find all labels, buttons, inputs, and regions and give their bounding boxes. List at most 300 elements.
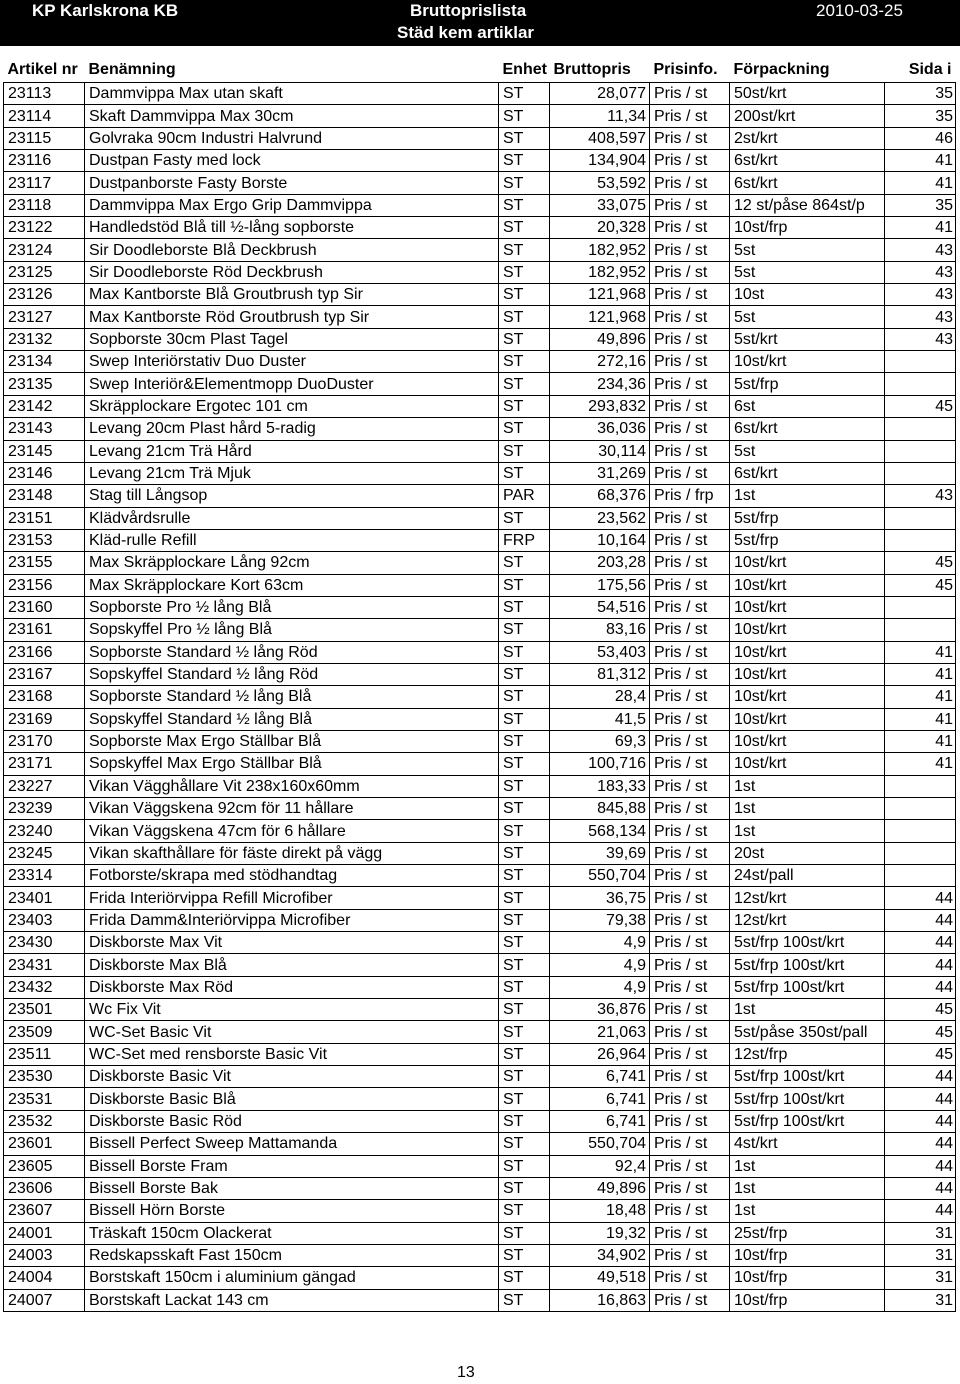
cell-gross-price: 6,741 bbox=[550, 1110, 650, 1132]
cell-product-name: Bissell Perfect Sweep Mattamanda bbox=[85, 1133, 499, 1155]
cell-product-name: Dustpan Fasty med lock bbox=[85, 150, 499, 172]
document-date: 2010-03-25 bbox=[816, 1, 903, 20]
cell-product-name: Sopskyffel Pro ½ lång Blå bbox=[85, 619, 499, 641]
cell-unit: ST bbox=[499, 775, 550, 797]
cell-article-number: 23134 bbox=[4, 351, 85, 373]
cell-product-name: Sir Doodleborste Röd Deckbrush bbox=[85, 261, 499, 283]
cell-price-info: Pris / st bbox=[650, 753, 730, 775]
cell-product-name: Sir Doodleborste Blå Deckbrush bbox=[85, 239, 499, 261]
cell-unit: ST bbox=[499, 1155, 550, 1177]
cell-article-number: 24003 bbox=[4, 1244, 85, 1266]
cell-product-name: Sopskyffel Standard ½ lång Röd bbox=[85, 663, 499, 685]
cell-article-number: 23168 bbox=[4, 686, 85, 708]
cell-product-name: Skräpplockare Ergotec 101 cm bbox=[85, 395, 499, 417]
cell-catalog-page: 43 bbox=[885, 261, 956, 283]
cell-packaging: 10st/frp bbox=[730, 1289, 885, 1311]
table-row bbox=[4, 306, 956, 328]
cell-unit: ST bbox=[499, 1088, 550, 1110]
cell-price-info: Pris / st bbox=[650, 217, 730, 239]
cell-product-name: Klädvårdsrulle bbox=[85, 507, 499, 529]
cell-unit: ST bbox=[499, 999, 550, 1021]
cell-unit: ST bbox=[499, 954, 550, 976]
cell-gross-price: 33,075 bbox=[550, 194, 650, 216]
cell-product-name: Vikan Vägghållare Vit 238x160x60mm bbox=[85, 775, 499, 797]
cell-price-info: Pris / st bbox=[650, 105, 730, 127]
cell-packaging: 20st bbox=[730, 842, 885, 864]
cell-packaging: 10st/frp bbox=[730, 1267, 885, 1289]
table-row bbox=[4, 172, 956, 194]
cell-price-info: Pris / st bbox=[650, 261, 730, 283]
cell-product-name: Fotborste/skrapa med stödhandtag bbox=[85, 865, 499, 887]
cell-catalog-page: 41 bbox=[885, 172, 956, 194]
table-row bbox=[4, 1088, 956, 1110]
cell-price-info: Pris / st bbox=[650, 552, 730, 574]
cell-packaging: 1st bbox=[730, 1177, 885, 1199]
cell-unit: ST bbox=[499, 708, 550, 730]
cell-product-name: Diskborste Max Röd bbox=[85, 976, 499, 998]
cell-product-name: Sopborste 30cm Plast Tagel bbox=[85, 328, 499, 350]
cell-packaging: 10st/krt bbox=[730, 574, 885, 596]
cell-price-info: Pris / st bbox=[650, 887, 730, 909]
cell-article-number: 23239 bbox=[4, 798, 85, 820]
cell-gross-price: 11,34 bbox=[550, 105, 650, 127]
cell-packaging: 50st/krt bbox=[730, 83, 885, 105]
cell-catalog-page: 44 bbox=[885, 1088, 956, 1110]
cell-catalog-page: 45 bbox=[885, 999, 956, 1021]
document-title: Bruttoprislista bbox=[410, 1, 527, 20]
cell-catalog-page bbox=[885, 418, 956, 440]
cell-catalog-page: 41 bbox=[885, 663, 956, 685]
cell-catalog-page: 43 bbox=[885, 284, 956, 306]
cell-product-name: Swep Interiörstativ Duo Duster bbox=[85, 351, 499, 373]
cell-gross-price: 28,4 bbox=[550, 686, 650, 708]
cell-article-number: 23151 bbox=[4, 507, 85, 529]
company-name: KP Karlskrona KB bbox=[32, 1, 179, 20]
cell-unit: ST bbox=[499, 865, 550, 887]
cell-article-number: 24007 bbox=[4, 1289, 85, 1311]
cell-unit: ST bbox=[499, 217, 550, 239]
cell-packaging: 5st bbox=[730, 306, 885, 328]
cell-packaging: 12st/krt bbox=[730, 887, 885, 909]
cell-price-info: Pris / st bbox=[650, 619, 730, 641]
cell-catalog-page bbox=[885, 440, 956, 462]
cell-catalog-page bbox=[885, 351, 956, 373]
cell-product-name: Levang 21cm Trä Hård bbox=[85, 440, 499, 462]
cell-article-number: 23430 bbox=[4, 932, 85, 954]
table-row bbox=[4, 887, 956, 909]
column-header-name: Benämning bbox=[88, 61, 176, 78]
table-row bbox=[4, 1244, 956, 1266]
cell-article-number: 23401 bbox=[4, 887, 85, 909]
cell-packaging: 5st/frp 100st/krt bbox=[730, 932, 885, 954]
cell-packaging: 5st bbox=[730, 440, 885, 462]
cell-catalog-page: 41 bbox=[885, 708, 956, 730]
cell-catalog-page: 43 bbox=[885, 485, 956, 507]
cell-unit: ST bbox=[499, 1133, 550, 1155]
cell-gross-price: 83,16 bbox=[550, 619, 650, 641]
cell-catalog-page: 35 bbox=[885, 194, 956, 216]
column-header-priceinfo: Prisinfo. bbox=[653, 61, 718, 78]
cell-gross-price: 408,597 bbox=[550, 127, 650, 149]
table-row bbox=[4, 954, 956, 976]
cell-gross-price: 203,28 bbox=[550, 552, 650, 574]
cell-unit: ST bbox=[499, 261, 550, 283]
cell-catalog-page: 46 bbox=[885, 127, 956, 149]
cell-packaging: 1st bbox=[730, 775, 885, 797]
cell-unit: ST bbox=[499, 596, 550, 618]
cell-article-number: 23146 bbox=[4, 462, 85, 484]
table-row bbox=[4, 105, 956, 127]
table-row bbox=[4, 641, 956, 663]
cell-packaging: 25st/frp bbox=[730, 1222, 885, 1244]
cell-price-info: Pris / st bbox=[650, 373, 730, 395]
cell-packaging: 1st bbox=[730, 1155, 885, 1177]
cell-packaging: 5st bbox=[730, 239, 885, 261]
cell-gross-price: 182,952 bbox=[550, 239, 650, 261]
cell-packaging: 1st bbox=[730, 798, 885, 820]
table-row bbox=[4, 284, 956, 306]
cell-packaging: 6st/krt bbox=[730, 418, 885, 440]
cell-gross-price: 20,328 bbox=[550, 217, 650, 239]
cell-product-name: Max Kantborste Blå Groutbrush typ Sir bbox=[85, 284, 499, 306]
cell-price-info: Pris / st bbox=[650, 83, 730, 105]
cell-gross-price: 92,4 bbox=[550, 1155, 650, 1177]
cell-catalog-page: 44 bbox=[885, 1110, 956, 1132]
cell-product-name: Vikan Väggskena 47cm för 6 hållare bbox=[85, 820, 499, 842]
cell-article-number: 23509 bbox=[4, 1021, 85, 1043]
cell-packaging: 5st/frp 100st/krt bbox=[730, 954, 885, 976]
table-row bbox=[4, 194, 956, 216]
table-row bbox=[4, 1289, 956, 1311]
cell-gross-price: 41,5 bbox=[550, 708, 650, 730]
cell-gross-price: 68,376 bbox=[550, 485, 650, 507]
cell-article-number: 23115 bbox=[4, 127, 85, 149]
cell-unit: ST bbox=[499, 194, 550, 216]
cell-catalog-page: 41 bbox=[885, 217, 956, 239]
cell-gross-price: 34,902 bbox=[550, 1244, 650, 1266]
table-row bbox=[4, 842, 956, 864]
cell-product-name: Kläd-rulle Refill bbox=[85, 529, 499, 551]
cell-packaging: 5st/påse 350st/pall bbox=[730, 1021, 885, 1043]
cell-article-number: 23113 bbox=[4, 83, 85, 105]
table-row bbox=[4, 1222, 956, 1244]
cell-gross-price: 81,312 bbox=[550, 663, 650, 685]
cell-article-number: 23245 bbox=[4, 842, 85, 864]
cell-gross-price: 293,832 bbox=[550, 395, 650, 417]
cell-catalog-page: 44 bbox=[885, 1133, 956, 1155]
cell-product-name: Dammvippa Max utan skaft bbox=[85, 83, 499, 105]
cell-price-info: Pris / st bbox=[650, 507, 730, 529]
cell-gross-price: 234,36 bbox=[550, 373, 650, 395]
cell-price-info: Pris / st bbox=[650, 932, 730, 954]
cell-article-number: 23511 bbox=[4, 1043, 85, 1065]
cell-packaging: 5st/frp bbox=[730, 507, 885, 529]
cell-product-name: Sopskyffel Standard ½ lång Blå bbox=[85, 708, 499, 730]
cell-packaging: 6st/krt bbox=[730, 150, 885, 172]
cell-price-info: Pris / st bbox=[650, 1110, 730, 1132]
cell-price-info: Pris / st bbox=[650, 1088, 730, 1110]
cell-packaging: 5st/krt bbox=[730, 328, 885, 350]
cell-price-info: Pris / st bbox=[650, 1222, 730, 1244]
cell-article-number: 23116 bbox=[4, 150, 85, 172]
cell-unit: ST bbox=[499, 1021, 550, 1043]
table-row bbox=[4, 1133, 956, 1155]
table-row bbox=[4, 328, 956, 350]
cell-price-info: Pris / st bbox=[650, 976, 730, 998]
cell-gross-price: 272,16 bbox=[550, 351, 650, 373]
cell-catalog-page: 44 bbox=[885, 976, 956, 998]
cell-gross-price: 79,38 bbox=[550, 909, 650, 931]
table-row bbox=[4, 1200, 956, 1222]
cell-gross-price: 4,9 bbox=[550, 976, 650, 998]
cell-product-name: Diskborste Max Blå bbox=[85, 954, 499, 976]
cell-article-number: 23530 bbox=[4, 1066, 85, 1088]
cell-article-number: 23166 bbox=[4, 641, 85, 663]
cell-catalog-page: 44 bbox=[885, 1066, 956, 1088]
cell-gross-price: 23,562 bbox=[550, 507, 650, 529]
cell-price-info: Pris / st bbox=[650, 395, 730, 417]
cell-catalog-page bbox=[885, 373, 956, 395]
cell-catalog-page: 44 bbox=[885, 909, 956, 931]
cell-gross-price: 28,077 bbox=[550, 83, 650, 105]
cell-unit: ST bbox=[499, 753, 550, 775]
cell-price-info: Pris / st bbox=[650, 820, 730, 842]
cell-product-name: Handledstöd Blå till ½-lång sopborste bbox=[85, 217, 499, 239]
cell-price-info: Pris / st bbox=[650, 150, 730, 172]
cell-unit: ST bbox=[499, 909, 550, 931]
cell-packaging: 12st/frp bbox=[730, 1043, 885, 1065]
cell-article-number: 23142 bbox=[4, 395, 85, 417]
cell-gross-price: 6,741 bbox=[550, 1066, 650, 1088]
cell-packaging: 2st/krt bbox=[730, 127, 885, 149]
table-row bbox=[4, 1177, 956, 1199]
cell-catalog-page bbox=[885, 842, 956, 864]
cell-article-number: 23431 bbox=[4, 954, 85, 976]
cell-article-number: 23606 bbox=[4, 1177, 85, 1199]
cell-unit: ST bbox=[499, 641, 550, 663]
cell-article-number: 23501 bbox=[4, 999, 85, 1021]
cell-catalog-page bbox=[885, 865, 956, 887]
cell-price-info: Pris / st bbox=[650, 1021, 730, 1043]
cell-price-info: Pris / st bbox=[650, 798, 730, 820]
cell-unit: ST bbox=[499, 239, 550, 261]
table-row bbox=[4, 574, 956, 596]
cell-catalog-page bbox=[885, 596, 956, 618]
cell-packaging: 10st/krt bbox=[730, 753, 885, 775]
cell-article-number: 23153 bbox=[4, 529, 85, 551]
cell-unit: FRP bbox=[499, 529, 550, 551]
cell-unit: ST bbox=[499, 1043, 550, 1065]
cell-article-number: 23314 bbox=[4, 865, 85, 887]
cell-packaging: 6st/krt bbox=[730, 172, 885, 194]
cell-gross-price: 182,952 bbox=[550, 261, 650, 283]
cell-article-number: 23161 bbox=[4, 619, 85, 641]
cell-catalog-page: 41 bbox=[885, 686, 956, 708]
column-header-packaging: Förpackning bbox=[733, 61, 830, 78]
cell-packaging: 10st/krt bbox=[730, 730, 885, 752]
cell-gross-price: 49,518 bbox=[550, 1267, 650, 1289]
cell-packaging: 1st bbox=[730, 999, 885, 1021]
table-row bbox=[4, 217, 956, 239]
cell-unit: ST bbox=[499, 1200, 550, 1222]
cell-catalog-page: 41 bbox=[885, 753, 956, 775]
table-row bbox=[4, 485, 956, 507]
cell-gross-price: 19,32 bbox=[550, 1222, 650, 1244]
cell-unit: ST bbox=[499, 887, 550, 909]
cell-price-info: Pris / st bbox=[650, 909, 730, 931]
cell-product-name: Skaft Dammvippa Max 30cm bbox=[85, 105, 499, 127]
cell-product-name: Bissell Borste Fram bbox=[85, 1155, 499, 1177]
table-row bbox=[4, 507, 956, 529]
cell-product-name: Frida Interiörvippa Refill Microfiber bbox=[85, 887, 499, 909]
table-row bbox=[4, 529, 956, 551]
cell-gross-price: 54,516 bbox=[550, 596, 650, 618]
cell-packaging: 24st/pall bbox=[730, 865, 885, 887]
cell-packaging: 10st/krt bbox=[730, 663, 885, 685]
table-row bbox=[4, 150, 956, 172]
cell-catalog-page bbox=[885, 820, 956, 842]
cell-packaging: 10st/krt bbox=[730, 686, 885, 708]
cell-article-number: 23125 bbox=[4, 261, 85, 283]
table-row bbox=[4, 663, 956, 685]
cell-unit: ST bbox=[499, 798, 550, 820]
cell-price-info: Pris / st bbox=[650, 1289, 730, 1311]
cell-unit: ST bbox=[499, 306, 550, 328]
cell-catalog-page bbox=[885, 798, 956, 820]
table-row bbox=[4, 351, 956, 373]
cell-price-info: Pris / st bbox=[650, 194, 730, 216]
cell-product-name: Max Skräpplockare Lång 92cm bbox=[85, 552, 499, 574]
cell-price-info: Pris / st bbox=[650, 596, 730, 618]
table-row bbox=[4, 1021, 956, 1043]
cell-unit: ST bbox=[499, 1289, 550, 1311]
cell-price-info: Pris / st bbox=[650, 730, 730, 752]
cell-product-name: WC-Set med rensborste Basic Vit bbox=[85, 1043, 499, 1065]
price-table bbox=[3, 58, 956, 1312]
cell-product-name: Max Skräpplockare Kort 63cm bbox=[85, 574, 499, 596]
cell-gross-price: 31,269 bbox=[550, 462, 650, 484]
cell-unit: ST bbox=[499, 83, 550, 105]
cell-price-info: Pris / st bbox=[650, 954, 730, 976]
cell-article-number: 23170 bbox=[4, 730, 85, 752]
page-number: 13 bbox=[457, 1364, 475, 1381]
table-header-row bbox=[4, 58, 956, 83]
cell-unit: ST bbox=[499, 172, 550, 194]
cell-product-name: Levang 20cm Plast hård 5-radig bbox=[85, 418, 499, 440]
cell-packaging: 10st/krt bbox=[730, 552, 885, 574]
cell-gross-price: 36,876 bbox=[550, 999, 650, 1021]
cell-unit: ST bbox=[499, 328, 550, 350]
table-row bbox=[4, 418, 956, 440]
cell-price-info: Pris / st bbox=[650, 1043, 730, 1065]
cell-catalog-page: 43 bbox=[885, 239, 956, 261]
cell-gross-price: 49,896 bbox=[550, 328, 650, 350]
cell-packaging: 10st/frp bbox=[730, 1244, 885, 1266]
table-row bbox=[4, 440, 956, 462]
cell-catalog-page: 44 bbox=[885, 1200, 956, 1222]
cell-product-name: Frida Damm&Interiörvippa Microfiber bbox=[85, 909, 499, 931]
cell-article-number: 23156 bbox=[4, 574, 85, 596]
cell-unit: ST bbox=[499, 1110, 550, 1132]
cell-gross-price: 16,863 bbox=[550, 1289, 650, 1311]
table-row bbox=[4, 820, 956, 842]
cell-price-info: Pris / st bbox=[650, 708, 730, 730]
cell-gross-price: 69,3 bbox=[550, 730, 650, 752]
cell-unit: ST bbox=[499, 1267, 550, 1289]
cell-catalog-page: 45 bbox=[885, 1043, 956, 1065]
cell-price-info: Pris / st bbox=[650, 172, 730, 194]
table-row bbox=[4, 976, 956, 998]
cell-catalog-page: 44 bbox=[885, 954, 956, 976]
column-header-unit: Enhet bbox=[502, 61, 547, 78]
cell-unit: ST bbox=[499, 507, 550, 529]
cell-gross-price: 550,704 bbox=[550, 865, 650, 887]
cell-price-info: Pris / frp bbox=[650, 485, 730, 507]
cell-product-name: Wc Fix Vit bbox=[85, 999, 499, 1021]
cell-product-name: Dustpanborste Fasty Borste bbox=[85, 172, 499, 194]
cell-price-info: Pris / st bbox=[650, 641, 730, 663]
cell-gross-price: 30,114 bbox=[550, 440, 650, 462]
cell-product-name: Levang 21cm Trä Mjuk bbox=[85, 462, 499, 484]
cell-unit: ST bbox=[499, 150, 550, 172]
cell-gross-price: 6,741 bbox=[550, 1088, 650, 1110]
cell-catalog-page: 35 bbox=[885, 83, 956, 105]
cell-price-info: Pris / st bbox=[650, 440, 730, 462]
page-header bbox=[0, 0, 960, 46]
cell-product-name: Vikan Väggskena 92cm för 11 hållare bbox=[85, 798, 499, 820]
cell-gross-price: 26,964 bbox=[550, 1043, 650, 1065]
cell-price-info: Pris / st bbox=[650, 1267, 730, 1289]
cell-article-number: 23160 bbox=[4, 596, 85, 618]
cell-packaging: 5st/frp 100st/krt bbox=[730, 976, 885, 998]
cell-unit: PAR bbox=[499, 485, 550, 507]
cell-gross-price: 53,592 bbox=[550, 172, 650, 194]
table-row bbox=[4, 730, 956, 752]
cell-price-info: Pris / st bbox=[650, 284, 730, 306]
cell-price-info: Pris / st bbox=[650, 574, 730, 596]
cell-article-number: 23122 bbox=[4, 217, 85, 239]
cell-gross-price: 134,904 bbox=[550, 150, 650, 172]
cell-price-info: Pris / st bbox=[650, 462, 730, 484]
cell-price-info: Pris / st bbox=[650, 1244, 730, 1266]
cell-article-number: 23531 bbox=[4, 1088, 85, 1110]
cell-catalog-page: 44 bbox=[885, 887, 956, 909]
cell-unit: ST bbox=[499, 932, 550, 954]
cell-unit: ST bbox=[499, 686, 550, 708]
cell-catalog-page: 31 bbox=[885, 1267, 956, 1289]
cell-catalog-page: 41 bbox=[885, 730, 956, 752]
table-row bbox=[4, 239, 956, 261]
cell-article-number: 23167 bbox=[4, 663, 85, 685]
table-row bbox=[4, 127, 956, 149]
cell-product-name: Stag till Långsop bbox=[85, 485, 499, 507]
cell-article-number: 23114 bbox=[4, 105, 85, 127]
cell-product-name: Sopborste Max Ergo Ställbar Blå bbox=[85, 730, 499, 752]
cell-catalog-page: 44 bbox=[885, 1155, 956, 1177]
cell-price-info: Pris / st bbox=[650, 328, 730, 350]
cell-unit: ST bbox=[499, 105, 550, 127]
cell-article-number: 23171 bbox=[4, 753, 85, 775]
cell-packaging: 5st/frp 100st/krt bbox=[730, 1110, 885, 1132]
cell-product-name: Bissell Hörn Borste bbox=[85, 1200, 499, 1222]
cell-unit: ST bbox=[499, 373, 550, 395]
cell-price-info: Pris / st bbox=[650, 351, 730, 373]
table-row bbox=[4, 552, 956, 574]
table-row bbox=[4, 1155, 956, 1177]
cell-product-name: Diskborste Basic Vit bbox=[85, 1066, 499, 1088]
cell-price-info: Pris / st bbox=[650, 686, 730, 708]
cell-packaging: 5st/frp bbox=[730, 529, 885, 551]
